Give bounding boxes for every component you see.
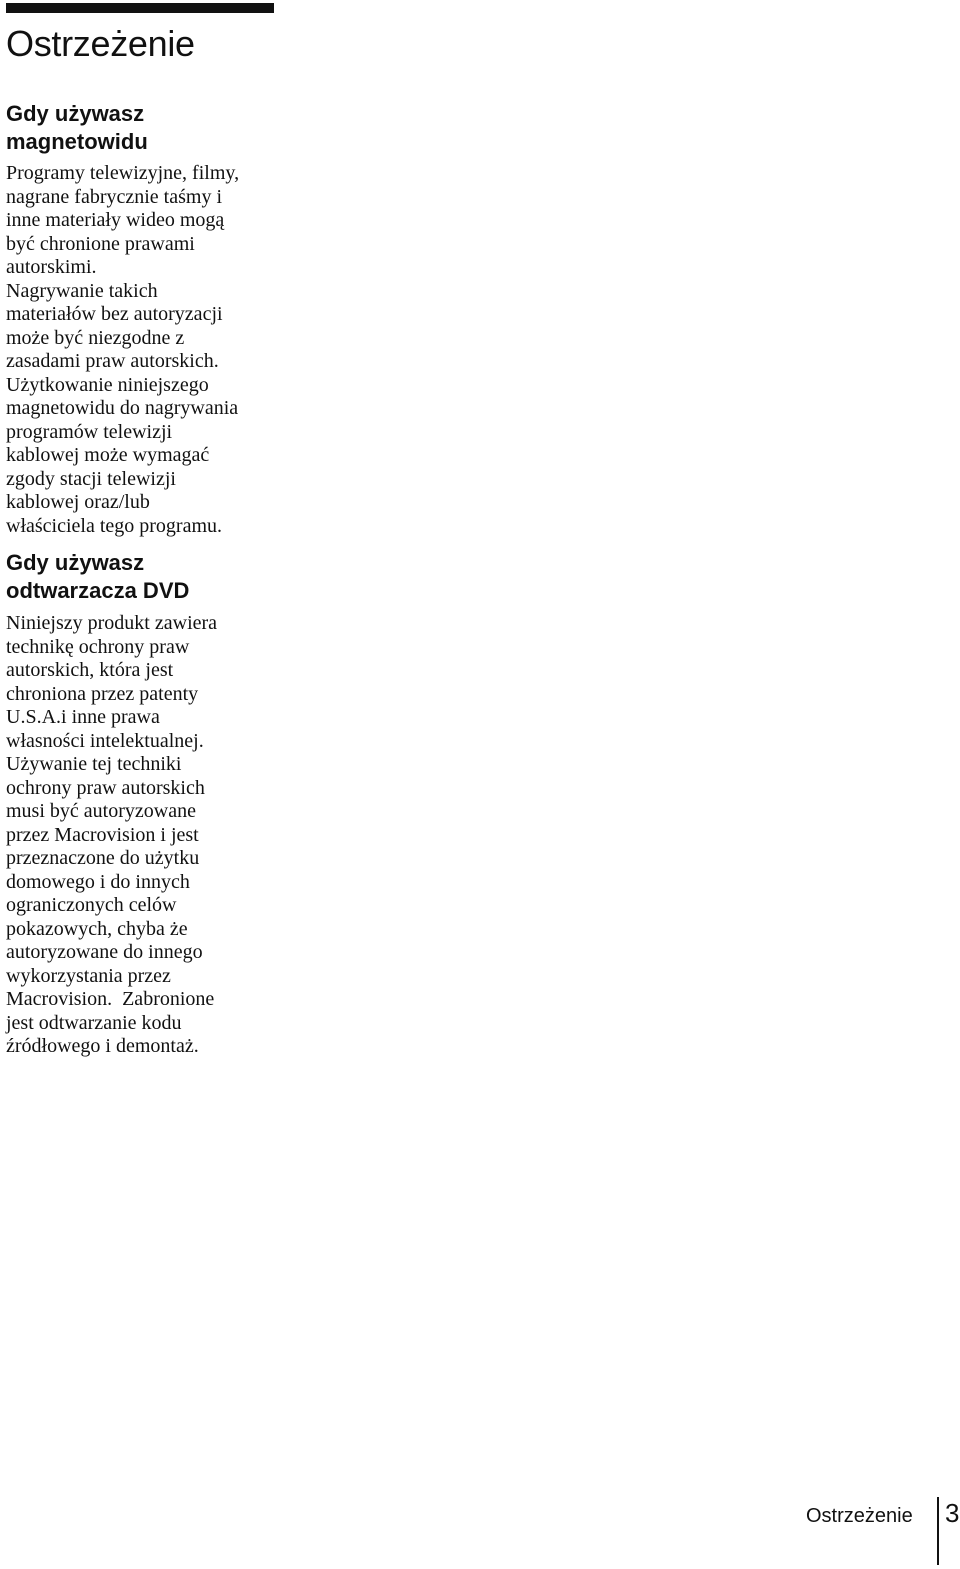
footer-section-label: Ostrzeżenie — [806, 1505, 913, 1527]
body-line: pokazowych, chyba że — [6, 917, 188, 940]
body-line: Użytkowanie niniejszego — [6, 373, 209, 396]
body-line: technikę ochrony praw — [6, 635, 190, 658]
body-line: autorskimi. — [6, 256, 97, 278]
body-line: Nagrywanie takich — [6, 279, 158, 302]
body-line: nagrane fabrycznie taśmy i — [6, 185, 223, 208]
body-line: domowego i do innych — [6, 870, 190, 893]
body-line: przeznaczone do użytku — [6, 847, 200, 869]
body-line: kablowej może wymagać — [6, 444, 210, 466]
body-line: właściciela tego programu. — [6, 514, 223, 537]
section-body-vcr — [6, 162, 239, 538]
body-line: inne materiały wideo mogą — [6, 209, 225, 231]
body-line: chroniona przez patenty — [6, 682, 199, 705]
body-line: magnetowidu do nagrywania — [6, 397, 239, 419]
heading-line: magnetowidu — [6, 129, 148, 154]
body-line: Programy telewizyjne, filmy, — [6, 162, 240, 184]
body-line: zasadami praw autorskich. — [6, 350, 219, 372]
section-body-dvd — [6, 612, 217, 1059]
body-line: własności intelektualnej. — [6, 729, 204, 752]
section-heading-vcr — [6, 100, 148, 156]
section-heading-dvd — [6, 549, 189, 605]
body-line: materiałów bez autoryzacji — [6, 303, 223, 325]
heading-line: Gdy używasz — [6, 101, 145, 126]
body-line: programów telewizji — [6, 420, 173, 443]
heading-line: Gdy używasz — [6, 550, 145, 575]
page-title: Ostrzeżenie — [6, 23, 195, 64]
body-line: ochrony praw autorskich — [6, 776, 205, 799]
body-line: może być niezgodne z — [6, 326, 185, 349]
body-line: ograniczonych celów — [6, 894, 177, 916]
body-line: być chronione prawami — [6, 232, 195, 255]
footer-divider — [937, 1497, 939, 1565]
body-line: autoryzowane do innego — [6, 941, 203, 963]
body-line: wykorzystania przez — [6, 964, 171, 987]
body-line: Używanie tej techniki — [6, 753, 182, 775]
body-line: jest odtwarzanie kodu — [6, 1011, 182, 1034]
body-line: przez Macrovision i jest — [6, 823, 199, 846]
body-line: kablowej oraz/lub — [6, 491, 150, 513]
body-line: U.S.A.i inne prawa — [6, 706, 160, 728]
heading-line: odtwarzacza DVD — [6, 578, 190, 603]
body-line: musi być autoryzowane — [6, 800, 196, 822]
body-line: Niniejszy produkt zawiera — [6, 612, 218, 634]
body-line: źródłowego i demontaż. — [6, 1035, 199, 1057]
body-line: autorskich, która jest — [6, 659, 174, 681]
top-rule — [6, 3, 274, 13]
body-line: zgody stacji telewizji — [6, 467, 176, 490]
footer-page-number: 3 — [945, 1498, 960, 1528]
body-line: Macrovision. Zabronione — [6, 988, 215, 1010]
